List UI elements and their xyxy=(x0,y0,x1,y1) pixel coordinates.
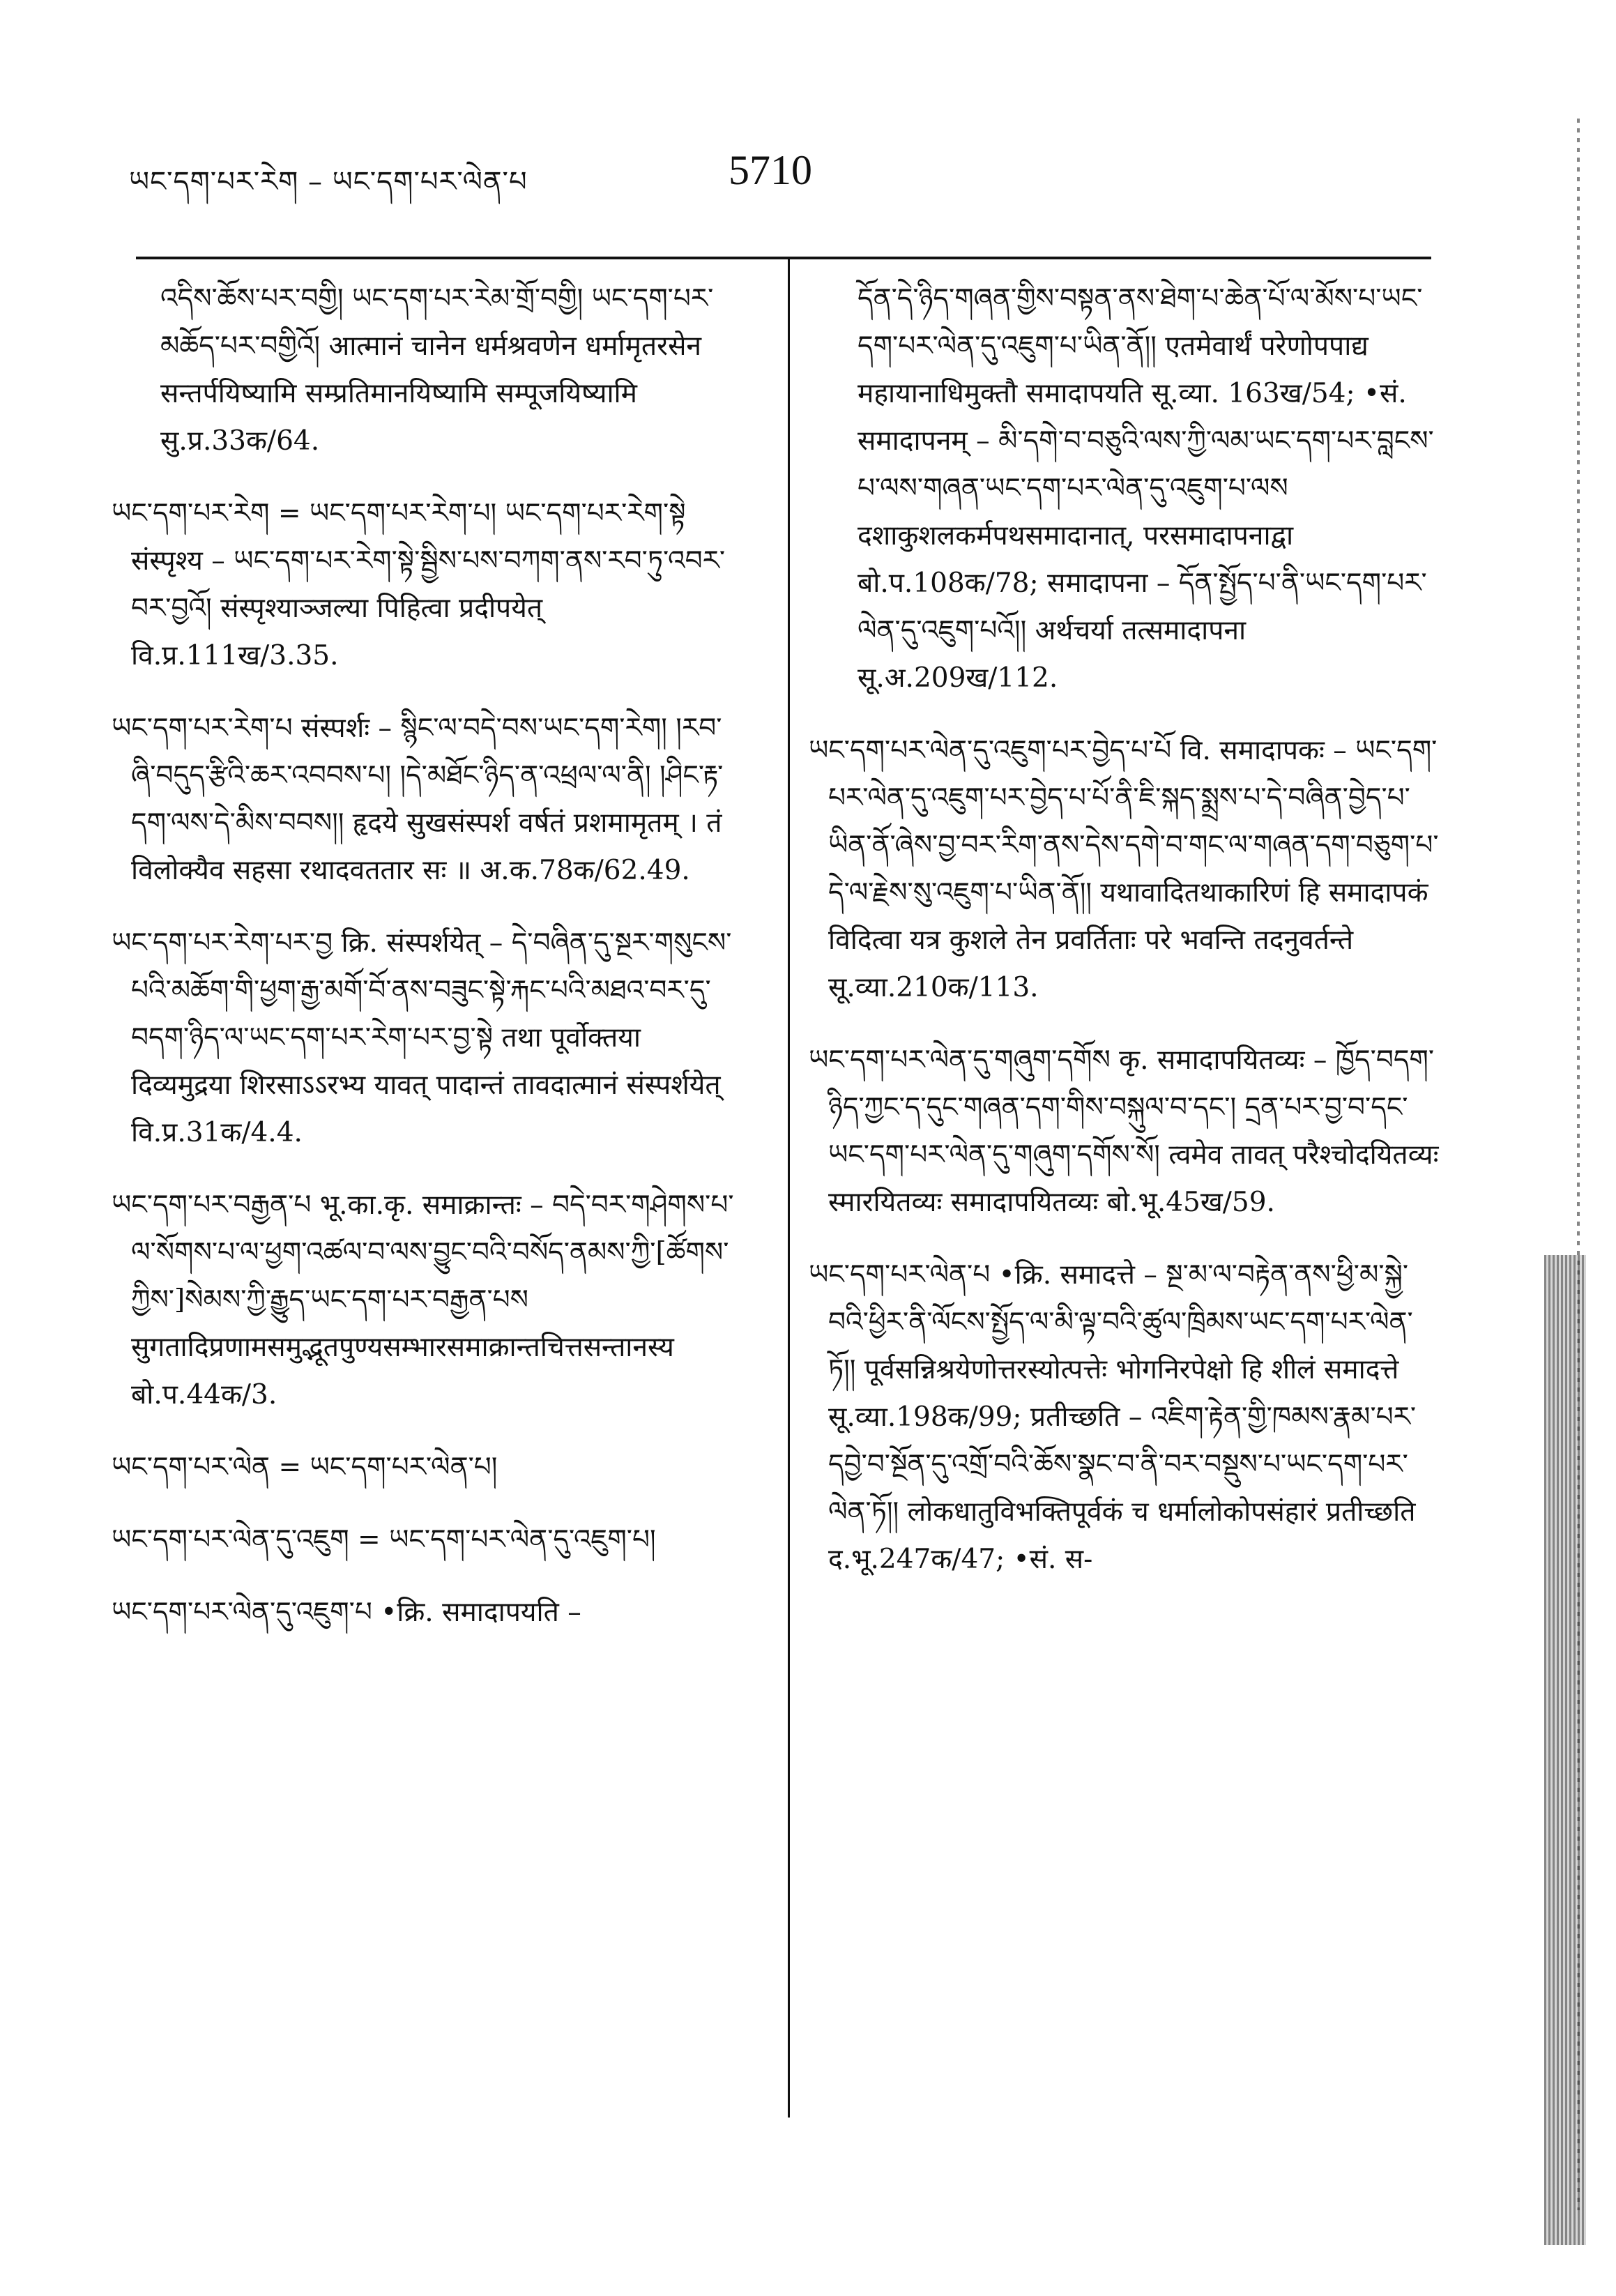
right-column xyxy=(809,275,1440,1609)
entry: འདིས་ཆོས་པར་བགྱི། ཡང་དག་པར་རེམ་གྲོ་བགྱི། ཡང་དག་པར་མཆོད་པར་བགྱིའོ། आत्मानं चानेन धर्मश्रवणेन धर्मामृतरसेन सन्तर्पयिष्यामि सम्प्रतिमानयिष्यामि सम्पूजयिष्यामि सु.प्र.33क/64. xyxy=(160,283,714,457)
entry: ཡང་དག་པར་ལེན་པ •क्रि. समादत्ते – སྔ་མ་ལ་བརྟེན་ནས་ཕྱི་མ་སྐྱེ་བའི་ཕྱིར་ནི་ལོངས་སྤྱོད་ལ་མི་ལྟ་བའི་ཚུལ་ཁྲིམས་ཡང་དག་པར་ལེན་ཏོ།། पूर्वसन्निश्रयेणोत्तरस्योत्पत्तेः भोगनिरपेक्षो हि शीलं समादत्ते सू.व्या.198क/99; प्रतीच्छति – འཇིག་རྟེན་གྱི་ཁམས་རྣམ་པར་དབྱེ་བ་སྔོན་དུ་འགྲོ་བའི་ཆོས་སྣང་བ་ནི་བར་བསྡུས་པ་ཡང་དག་པར་ལེན་ཏོ།། लोकधातुविभक्तिपूर्वकं च धर्मालोकोपसंहारं प्रतीच्छति द.भू.247क/47; •सं. स- xyxy=(809,1259,1417,1575)
entry: ཡང་དག་པར་རེག་པ संस्पर्शः – སྙིང་ལ་བདེ་བས་ཡང་དག་རེག། །རབ་ཞི་བདུད་རྩིའི་ཆར་འབབས་པ། །དེ་མཐོང་ཉིད་ན་འཕྲལ་ལ་ནི། །ཤིང་རྟ་དག་ལས་དེ་མིས་བབས།། हृदये सुखसंस्पर्श वर्षतं प्रशमामृतम् । तं विलोक्यैव सहसा रथादवततार सः ॥ अ.क.78क/62.49. xyxy=(112,713,724,886)
entry: ཡང་དག་པར་བརྒྱན་པ भू.का.कृ. समाक्रान्तः – བདེ་བར་གཤེགས་པ་ལ་སོགས་པ་ལ་ཕྱག་འཚལ་བ་ལས་བྱུང་བའི་བསོད་ནམས་ཀྱི་[ཚོགས་ཀྱིས་]སེམས་ཀྱི་རྒྱུད་ཡང་དག་པར་བརྒྱན་པས सुगतादिप्रणामसमुद्भूतपुण्यसम्भारसमाक्रान्तचित्तसन्तानस्य बो.प.44क/3. xyxy=(112,1189,734,1411)
running-header: ཡང་དག་པར་རེག – ཡང་དག་པར་ལེན་པ xyxy=(129,166,528,198)
entry: ཡང་དག་པར་ལེན་དུ་འཇུག་པར་བྱེད་པ་པོ वि. समादापकः – ཡང་དག་པར་ལེན་དུ་འཇུག་པར་བྱེད་པ་པོ་ནི་ཇི་སྐད་སྨྲས་པ་དེ་བཞིན་བྱེད་པ་ཡིན་ནོ་ཞེས་བྱ་བར་རིག་ནས་དེས་དགེ་བ་གང་ལ་གཞན་དག་བཅུག་པ་དེ་ལ་རྗེས་སུ་འཇུག་པ་ཡིན་ནོ།། यथावादितथाकारिणं हि समादापकं विदित्वा यत्र कुशले तेन प्रवर्तिताः परे भवन्ति तदनुवर्तन्ते सू.व्या.210क/113. xyxy=(809,735,1439,1003)
header-rule xyxy=(136,257,1431,259)
column-divider xyxy=(788,259,790,2118)
entry: ཡང་དག་པར་རེག = ཡང་དག་པར་རེག་པ། ཡང་དག་པར་རེག་སྟེ संस्पृश्य – ཡང་དག་པར་རེག་སྟེ་སྦྱིས་པས་བཀག་ནས་རབ་ཏུ་འབར་བར་བྱའོ། संस्पृश्याञ्जल्या पिहित्वा प्रदीपयेत् वि.प्र.111ख/3.35. xyxy=(112,498,726,671)
entry: ཡང་དག་པར་ལེན་དུ་གཞུག་དགོས कृ. समादापयितव्यः – ཁྱོད་བདག་ཉིད་ཀྱང་ད་དུང་གཞན་དག་གིས་བསྐུལ་བ་དང་། དྲན་པར་བྱ་བ་དང་ཡང་དག་པར་ལེན་དུ་གཞུག་དགོས་སོ། त्वमेव तावत् परैश्चोदयितव्यः स्मारयितव्यः समादापयितव्यः बो.भू.45ख/59. xyxy=(809,1044,1439,1218)
entry: ཡང་དག་པར་ལེན་དུ་འཇུག་པ •क्रि. समादापयति – xyxy=(112,1597,581,1628)
page-number: 5710 xyxy=(729,147,812,193)
entry: དོན་དེ་ཉིད་གཞན་གྱིས་བསྟན་ནས་ཐེག་པ་ཆེན་པོ་ལ་མོས་པ་ཡང་དག་པར་ལེན་དུ་འཇུག་པ་ཡིན་ནོ།། एतमेवार्थं परेणोपपाद्य महायानाधिमुक्तौ समादापयति सू.व्या. 163ख/54; •सं. समादापनम् – མི་དགེ་བ་བཅུའི་ལས་ཀྱི་ལམ་ཡང་དག་པར་བླངས་པ་ལས་གཞན་ཡང་དག་པར་ལེན་དུ་འཇུག་པ་ལས दशाकुशलकर्मपथसमादानात्, परसमादापनाद्वा बो.प.108क/78; समादापना – དོན་སྤྱོད་པ་ནི་ཡང་དག་པར་ལེན་དུ་འཇུག་པའོ།། अर्थचर्या तत्समादापना सू.अ.209ख/112. xyxy=(857,283,1434,694)
entry: ཡང་དག་པར་རེག་པར་བྱ क्रि. संस्पर्शयेत् – དེ་བཞིན་དུ་སྔར་གསུངས་པའི་མཆོག་གི་ཕྱག་རྒྱ་མགོ་བོ་ནས་བཟུང་སྟེ་རྐང་པའི་མཐའ་བར་དུ་བདག་ཉིད་ལ་ཡང་དག་པར་རེག་པར་བྱ་སྟེ तथा पूर्वोक्तया दिव्यमुद्रया शिरसाऽऽरभ्य यावत् पादान्तं तावदात्मानं संस्पर्शयेत् वि.प्र.31क/4.4. xyxy=(112,927,732,1148)
entry: ཡང་དག་པར་ལེན་དུ་འཇུག = ཡང་དག་པར་ལེན་དུ་འཇུག་པ། xyxy=(112,1524,656,1556)
scan-edge-strip xyxy=(1544,1255,1586,2245)
left-column xyxy=(112,275,742,1662)
entry: ཡང་དག་པར་ལེན = ཡང་དག་པར་ལེན་པ། xyxy=(112,1452,498,1483)
